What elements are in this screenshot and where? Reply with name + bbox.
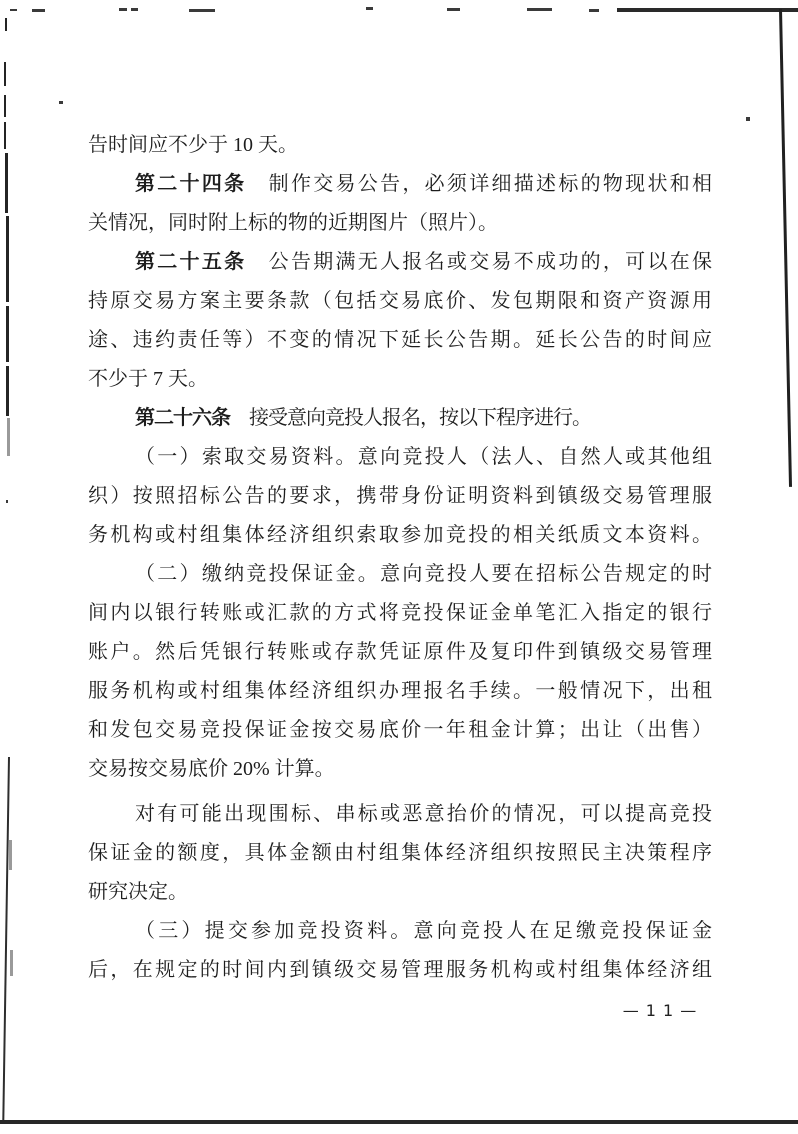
scan-artifact-top-dash — [32, 9, 45, 12]
scan-artifact-left-dash — [6, 306, 9, 362]
scan-artifact-left-dash — [4, 122, 6, 149]
text-line: 持原交易方案主要条款（包括交易底价、发包期限和资产资源用 — [88, 290, 712, 312]
article-number: 第二十五条 — [135, 251, 247, 273]
scan-artifact-top-dash — [189, 9, 215, 12]
text-line: 保证金的额度，具体金额由村组集体经济组织按照民主决策程序 — [88, 842, 712, 864]
text-line: 对有可能出现围标、串标或恶意抬价的情况，可以提高竞投 — [135, 803, 712, 825]
text-line: 关情况，同时附上标的物的近期图片（照片）。 — [88, 212, 498, 234]
scan-artifact-left-dash — [6, 216, 9, 302]
text-line: 告时间应不少于 10 天。 — [88, 134, 298, 156]
scan-artifact-speck — [6, 500, 8, 503]
page-number: — 1 1 — — [622, 1001, 698, 1020]
text-line: 账户。然后凭银行转账或存款凭证原件及复印件到镇级交易管理 — [88, 641, 712, 663]
scan-artifact-left-dash — [5, 153, 8, 213]
text-line: 途、违约责任等）不变的情况下延长公告期。延长公告的时间应 — [88, 329, 712, 351]
scan-artifact-left-lower-line — [2, 757, 10, 1123]
text-line-item-3: （三）提交参加竞投资料。意向竞投人在足缴竞投保证金 — [135, 920, 712, 942]
scan-artifact-left-gray-patch — [9, 840, 12, 870]
text-line-item-1: （一）索取交易资料。意向竞投人（法人、自然人或其他组 — [135, 446, 712, 468]
article-number: 第二十六条 — [135, 407, 230, 429]
article-number: 第二十四条 — [135, 173, 247, 195]
text-line: 服务机构或村组集体经济组织办理报名手续。一般情况下，出租 — [88, 680, 712, 702]
scan-artifact-left-dash — [6, 366, 9, 416]
text-line: 务机构或村组集体经济组织索取参加竞投的相关纸质文本资料。 — [88, 524, 712, 546]
scan-artifact-left-dash — [7, 418, 10, 456]
text-line: 和发包交易竞投保证金按交易底价一年租金计算；出让（出售） — [88, 719, 712, 741]
text-line-article-25: 第二十五条 公告期满无人报名或交易不成功的，可以在保 — [135, 251, 713, 273]
scan-artifact-top-dash — [131, 8, 138, 11]
text-line-item-2: （二）缴纳竞投保证金。意向竞投人要在招标公告规定的时 — [135, 563, 712, 585]
scan-artifact-left-dash — [5, 18, 7, 31]
text-line: 后，在规定的时间内到镇级交易管理服务机构或村组集体经济组 — [88, 959, 712, 981]
text-line: 交易按交易底价 20% 计算。 — [88, 758, 335, 780]
scan-artifact-top-dash — [527, 8, 552, 11]
text-line: 织）按照招标公告的要求，携带身份证明资料到镇级交易管理服 — [88, 485, 712, 507]
document-body — [88, 126, 712, 990]
text-line: 不少于 7 天。 — [88, 368, 208, 390]
scan-artifact-speck — [59, 101, 63, 104]
text-line: 间内以银行转账或汇款的方式将竞投保证金单笔汇入指定的银行 — [88, 602, 712, 624]
scan-artifact-right-edge-line — [779, 9, 792, 487]
scan-artifact-top-edge-line — [617, 8, 798, 12]
scan-artifact-top-dash — [10, 9, 17, 11]
scan-artifact-top-dash — [119, 8, 127, 11]
scan-artifact-bottom-edge-line — [0, 1120, 798, 1124]
scan-artifact-top-dash — [589, 9, 599, 12]
text-line-article-26: 第二十六条 接受意向竞投人报名，按以下程序进行。 — [135, 407, 591, 429]
scan-artifact-top-dash — [366, 7, 373, 10]
scan-artifact-speck — [746, 117, 750, 121]
scan-artifact-left-dash — [4, 95, 6, 117]
scan-artifact-top-dash — [447, 8, 460, 11]
text-line-article-24: 第二十四条 制作交易公告，必须详细描述标的物现状和相 — [135, 173, 713, 195]
scan-artifact-left-dash — [4, 62, 6, 86]
text-line: 研究决定。 — [88, 881, 188, 903]
scan-artifact-left-gray-patch — [10, 950, 13, 976]
